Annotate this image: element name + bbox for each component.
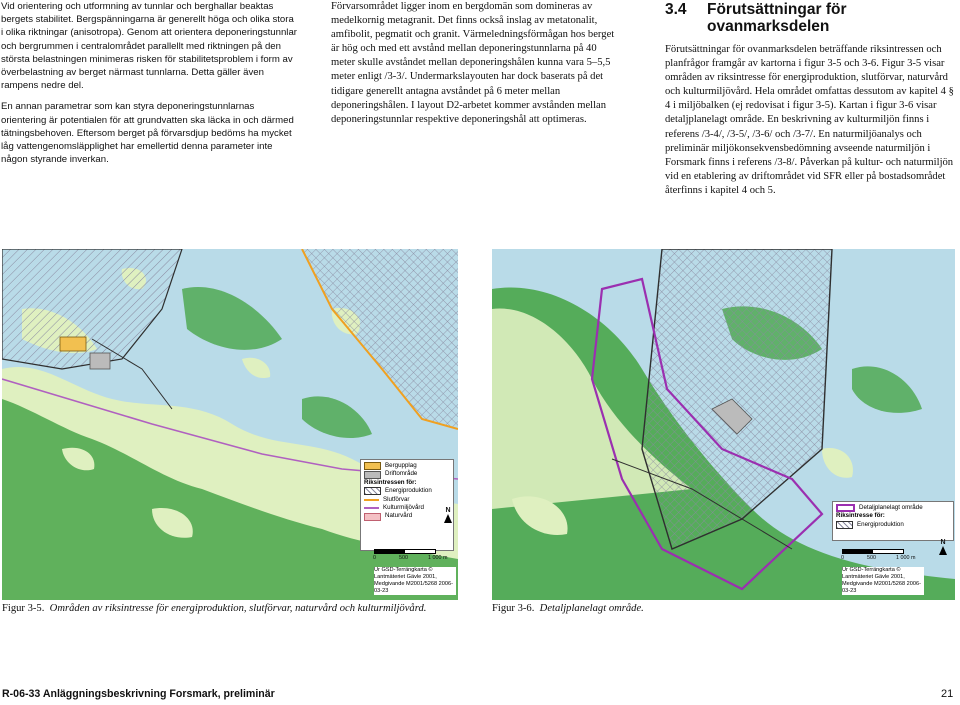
section-title: Förutsättningar för ovanmarksdelen: [707, 1, 847, 35]
left-text-column: [1, 0, 297, 174]
legend-driftomrade: Driftområde: [385, 470, 418, 478]
caption-figure-3-5: [2, 602, 462, 616]
legend-naturvard: Naturvård: [385, 512, 413, 520]
legend-kulturmiljovard: Kulturmiljövård: [383, 504, 424, 512]
caption-figure-3-6: [492, 602, 952, 616]
legend-energiproduktion: Energiproduktion: [857, 520, 904, 528]
driftomrade-area: [90, 353, 110, 369]
map-3-6-legend: [832, 501, 954, 541]
north-arrow-3-5: N: [442, 507, 454, 523]
right-text-column: [665, 43, 955, 198]
report-footer-title: R-06-33 Anläggningsbeskrivning Forsmark, preliminär: [2, 688, 275, 700]
caption-text-3-6: Detaljplanelagt område.: [539, 603, 644, 614]
north-arrow-3-6: N: [937, 539, 949, 555]
caption-label-3-5: Figur 3-5.: [2, 603, 45, 614]
left-paragraph-1: Vid orientering och utformning av tunnlar och berghallar beaktas bergets stabilitet. Bergspänningarna är generellt höga och olika stora i olika riktningar (anisotropa). Genom att orientera deponeringstunnlar och bergrummen i centralområdet parallellt med riktningen på den största belastningen minimeras risken för stabilitetsproblem i form av överbelastning av berget närmast tunnlarna. Detta gäller även rampens nedre del.: [1, 1, 297, 92]
left-paragraph-2: En annan parametrar som kan styra deponeringstunnlarnas orientering är potentialen för att grundvatten ska läcka in och därmed tätningsbehoven. Eftersom berget på förvarsdjup bedöms ha mycket låg vattengenomsläpplighet har emellertid denna parameter inte någon styrande inverkan.: [1, 101, 294, 166]
section-number: 3.4: [665, 1, 687, 18]
scale-bar-3-6: 0 500 1 000 m: [842, 549, 922, 563]
map-figure-3-5: [2, 249, 458, 600]
legend-title: Riksintressen för:: [364, 478, 417, 486]
page-number: 21: [941, 688, 954, 700]
right-paragraph-1: Förutsättningar för ovanmarksdelen beträffande riksintressen och planfrågor framgår av kartorna i figur 3-5 och 3-6. Figur 3-5 visar områden av riksintresse för energiproduktion, slutförvar, naturvård och kulturmiljövård. Hela området omfattas dessutom av kapitel 4 § 4 i miljöbalken (ej redovisat i figur 3-5). Kartan i figur 3-6 visar detaljplanelagt område. En beskrivning av kulturmiljön finns i referens /3-4/, /3-5/, /3-6/ och /3-7/. En naturmiljöanalys och preliminär miljökonsekvensbedömning avseende naturmiljön i Forsmark finns i referens /3-8/. Påverkan på kultur- och naturmiljön vid en etablering av driftområdet vid SFR eller på bostadsområdet återfinns i kapitel 4 och 5.: [665, 44, 954, 196]
middle-text-column: [331, 0, 621, 127]
map-credit-3-6: Ur GSD-Terrängkarta © Lantmäteriet Gävle 2001, Medgivande M2001/5268 2006-03-23: [842, 567, 924, 595]
legend-detaljplan: Detaljplanelagt område: [859, 504, 923, 512]
caption-text-3-5: Områden av riksintresse för energiproduktion, slutförvar, naturvård och kulturmiljövård.: [49, 603, 427, 614]
caption-label-3-6: Figur 3-6.: [492, 603, 535, 614]
map-3-5-legend: [360, 459, 454, 551]
map-credit-3-5: Ur GSD-Terrängkarta © Lantmäteriet Gävle 2001, Medgivande M2001/5268 2006-03-23: [374, 567, 456, 595]
map-figure-3-6: [492, 249, 955, 600]
map-3-6-image: [492, 249, 955, 600]
scale-bar-3-5: 0 500 1 000 m: [374, 549, 454, 563]
middle-paragraph-1: Förvarsområdet ligger inom en bergdomän som domineras av medelkornig metagranit. Det finns också inslag av metatonalit, amfibolit, pegmatit och granit. Värmeledningsförmågan hos berget är hög och med ett avstånd mellan deponeringstunnlarna på 40 meter skulle avståndet mellan deponeringshålen kunna vara 5–5,5 meter enligt /3-3/. Undermarkslayouten har dock baserats på det tidigare generellt antagna avståndet på 6 meter mellan deponeringshålen. I layout D2-arbetet kommer avstånden mellan deponeringstunnlar respektive deponeringshål att optimeras.: [331, 1, 615, 125]
legend-title: Riksintresse för:: [836, 512, 885, 520]
bergupplag-area: [60, 337, 86, 351]
legend-bergupplag: Bergupplag: [385, 462, 417, 470]
legend-energiproduktion: Energiproduktion: [385, 487, 432, 495]
legend-slutforvar: Slutförvar: [383, 495, 410, 503]
section-heading: [665, 1, 955, 37]
